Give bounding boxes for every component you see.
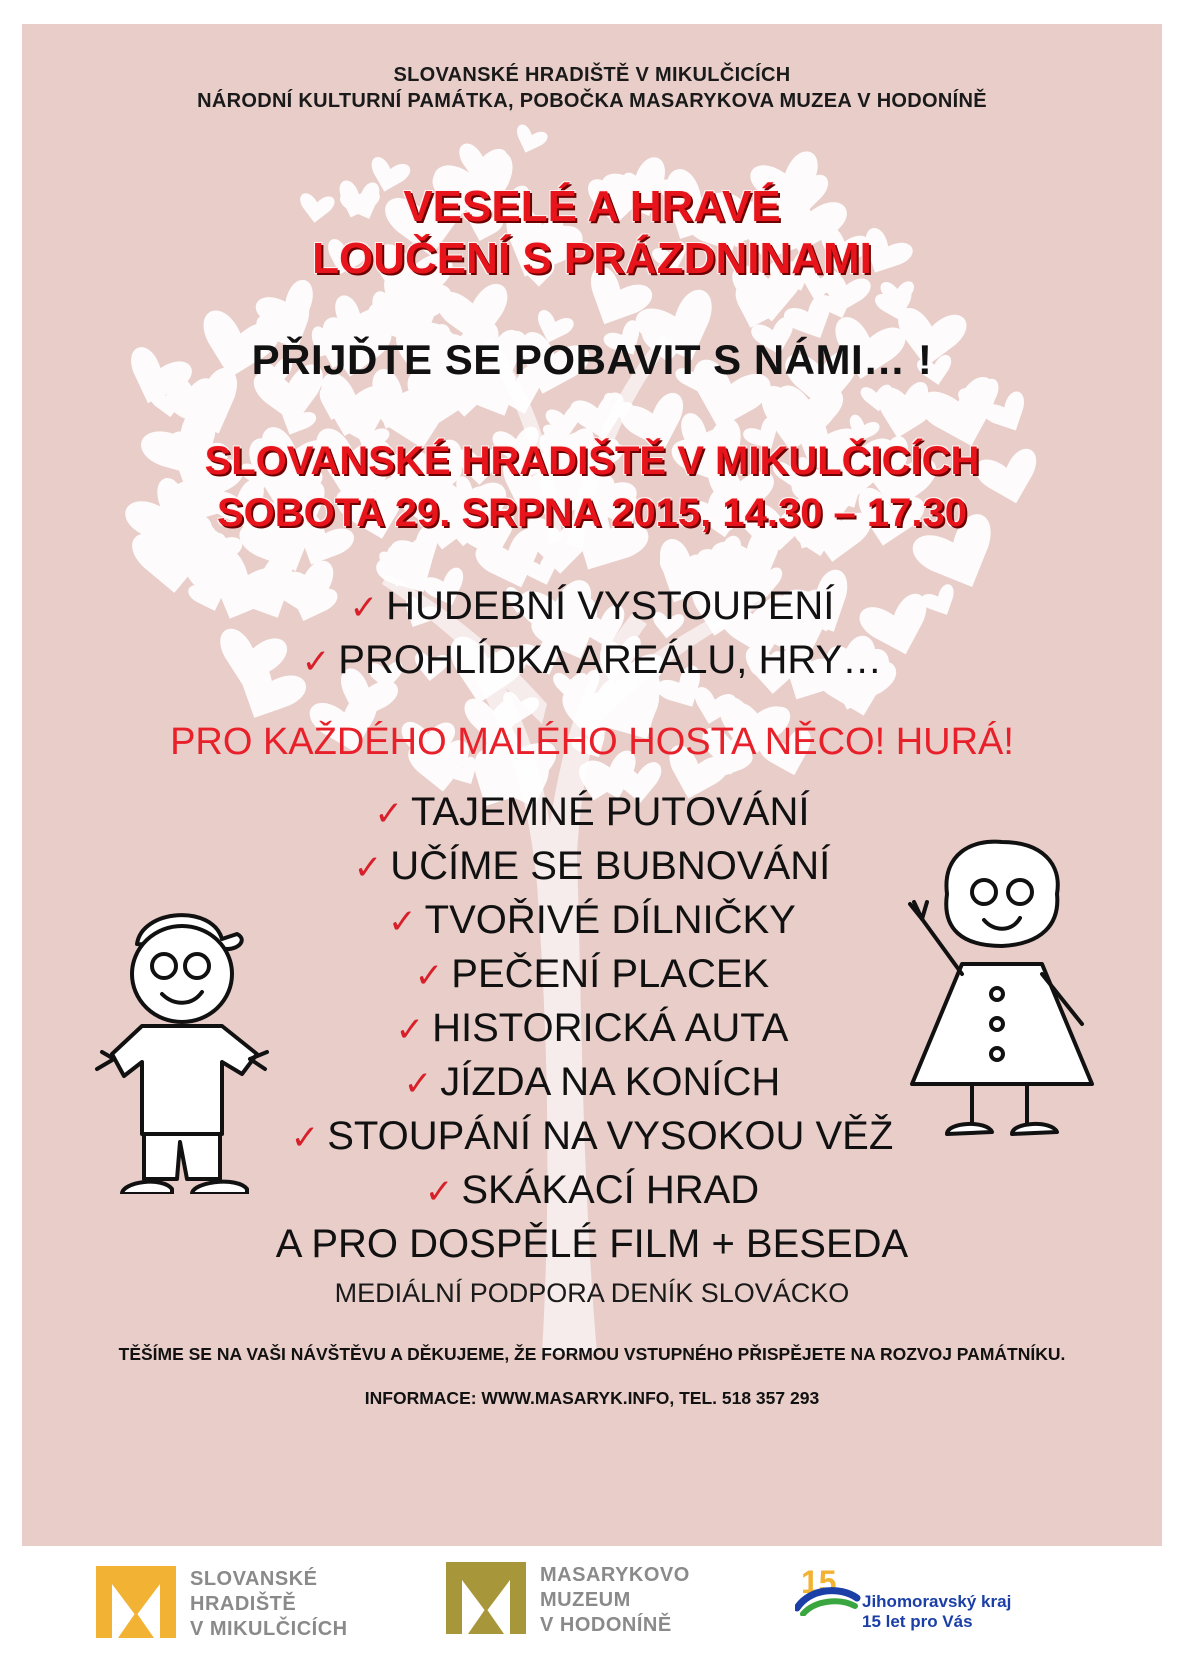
slovanske-hradiste-logo-icon bbox=[96, 1566, 176, 1638]
logo-slovanske-hradiste-text: SLOVANSKÉ HRADIŠTĚ V MIKULČICÍCH bbox=[190, 1568, 348, 1640]
check-mark-icon: ✓ bbox=[353, 848, 383, 888]
program-item: ✓ SKÁKACÍ HRAD bbox=[424, 1168, 760, 1212]
program-item: ✓ PROHLÍDKA AREÁLU, HRY… bbox=[301, 638, 883, 682]
poster bbox=[22, 24, 1162, 1546]
program-item: ✓ HUDEBNÍ VYSTOUPENÍ bbox=[349, 584, 835, 628]
program-item: ✓ PEČENÍ PLACEK bbox=[414, 952, 770, 996]
program-item: ✓ JÍZDA NA KONÍCH bbox=[403, 1060, 781, 1104]
check-mark-icon: ✓ bbox=[374, 794, 403, 834]
contact-info: INFORMACE: WWW.MASARYK.INFO, TEL. 518 357 293 bbox=[364, 1388, 820, 1408]
event-title-line1: VESELÉ A HRAVÉ bbox=[403, 182, 781, 231]
venue-name: SLOVANSKÉ HRADIŠTĚ V MIKULČICÍCH bbox=[204, 439, 980, 483]
program-item: ✓ HISTORICKÁ AUTA bbox=[395, 1006, 789, 1050]
organization-subtitle: NÁRODNÍ KULTURNÍ PAMÁTKA, POBOČKA MASARYKOVA MUZEA V HODONÍNĚ bbox=[197, 90, 987, 112]
girl-drawing-icon bbox=[892, 834, 1112, 1164]
check-mark-icon: ✓ bbox=[388, 902, 417, 942]
adults-program: A PRO DOSPĚLÉ FILM + BESEDA bbox=[275, 1222, 909, 1266]
program-item: ✓ STOUPÁNÍ NA VYSOKOU VĚŽ bbox=[290, 1114, 894, 1158]
event-title-line2: LOUČENÍ S PRÁZDNINAMI bbox=[312, 234, 872, 283]
invitation-text: PŘIJĎTE SE POBAVIT S NÁMI… ! bbox=[251, 336, 933, 383]
check-mark-icon: ✓ bbox=[301, 642, 331, 682]
logo-masarykovo-muzeum-text: MASARYKOVO MUZEUM V HODONÍNĚ bbox=[540, 1564, 690, 1636]
check-mark-icon: ✓ bbox=[290, 1118, 320, 1158]
check-mark-icon: ✓ bbox=[395, 1010, 425, 1050]
thanks-text: TĚŠÍME SE NA VAŠI NÁVŠTĚVU A DĚKUJEME, ŽE FORMOU VSTUPNÉHO PŘISPĚJETE NA ROZVOJ PAMÁTNÍKU. bbox=[118, 1344, 1066, 1364]
program-item: ✓ TVOŘIVÉ DÍLNIČKY bbox=[388, 898, 796, 942]
program-item: ✓ TAJEMNÉ PUTOVÁNÍ bbox=[374, 790, 810, 834]
footer-logos bbox=[0, 1546, 1181, 1672]
promo-text: PRO KAŽDÉHO MALÉHO HOSTA NĚCO! HURÁ! bbox=[170, 721, 1014, 763]
masarykovo-muzeum-logo-icon bbox=[446, 1562, 526, 1634]
program-top-list bbox=[22, 580, 1162, 688]
jihomoravsky-kraj-logo-icon: 15 bbox=[795, 1564, 865, 1616]
event-date-time: SOBOTA 29. SRPNA 2015, 14.30 – 17.30 bbox=[216, 491, 968, 535]
check-mark-icon: ✓ bbox=[424, 1172, 454, 1212]
check-mark-icon: ✓ bbox=[403, 1064, 433, 1104]
heart-icon bbox=[511, 123, 549, 158]
media-partner: MEDIÁLNÍ PODPORA DENÍK SLOVÁCKO bbox=[334, 1278, 850, 1308]
organization-name: SLOVANSKÉ HRADIŠTĚ V MIKULČICÍCH bbox=[393, 64, 791, 86]
check-mark-icon: ✓ bbox=[414, 956, 444, 996]
boy-drawing-icon bbox=[62, 894, 292, 1194]
program-item: ✓ UČÍME SE BUBNOVÁNÍ bbox=[353, 844, 831, 888]
check-mark-icon: ✓ bbox=[349, 588, 379, 628]
jihomoravsky-kraj-text: Jihomoravský kraj 15 let pro Vás bbox=[862, 1592, 1012, 1631]
